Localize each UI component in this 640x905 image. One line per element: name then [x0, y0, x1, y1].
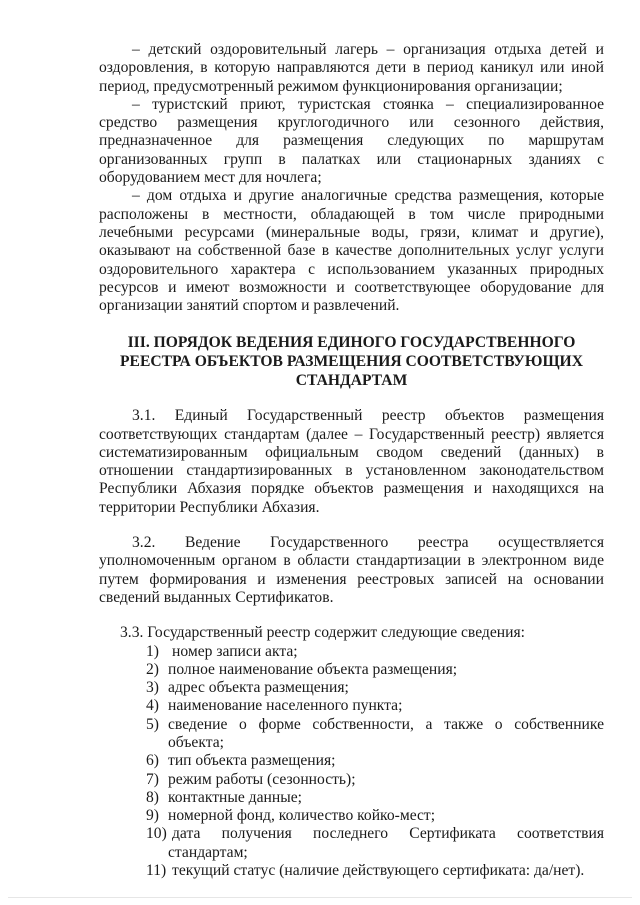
- list-item: 9) номерной фонд, количество койко-мест;: [146, 807, 436, 825]
- list-item: 6) тип объекта размещения;: [146, 752, 336, 770]
- definition-tourist-shelter: – туристский приют, туристская стоянка – специализированное средство размещения круглогодичного или сезонного действия, предназначенное для размещения следующих по маршрутам организованных групп в палатках или стационарных зданиях с оборудованием мест для ночлега;: [99, 95, 604, 187]
- list-item: 8) контактные данные;: [146, 788, 302, 806]
- list-item: 10) дата получения последнего Сертификата соответствия стандартам;: [146, 825, 604, 861]
- list-item: 11) текущий статус (наличие действующего сертификата: да/нет).: [146, 862, 585, 880]
- spacer: [99, 517, 604, 534]
- definition-rest-house: – дом отдыха и другие аналогичные средства размещения, которые расположены в местности, обладающей в том числе природными лечебными ресурсами (минеральные воды, грязи, климат и другие), оказывают на собственной базе в качестве дополнительных услуг услуги оздоровительного характера с использованием указанных природных ресурсов и имеют возможности и соответствующее оборудование для организации занятий спортом и развлечений.: [99, 187, 604, 315]
- registry-fields-list: [99, 643, 604, 881]
- list-item: 5) сведение о форме собственности, а также о собственнике объекта;: [146, 715, 604, 751]
- clause-3-1: 3.1. Единый Государственный реестр объектов размещения соответствующих стандартам (далее – Государственный реестр) является систематизированным официальным сводом сведений (данных) в отношении стандартизированных в установленном законодательством Республики Абхазия порядке объектов размещения и находящихся на территории Республики Абхазия.: [99, 407, 604, 516]
- list-item: 3) адрес объекта размещения;: [146, 679, 349, 697]
- clause-3-3-intro: 3.3. Государственный реестр содержит следующие сведения:: [120, 624, 525, 642]
- definition-childrens-camp: – детский оздоровительный лагерь – организация отдыха детей и оздоровления, в которую направляются дети в период каникул или иной период, предусмотренный режимом функционирования организации;: [99, 41, 604, 95]
- scan-edge-line: [8, 897, 632, 898]
- document-page: [99, 41, 604, 880]
- section-heading: III. ПОРЯДОК ВЕДЕНИЯ ЕДИНОГО ГОСУДАРСТВЕННОГО РЕЕСТРА ОБЪЕКТОВ РАЗМЕЩЕНИЯ СООТВЕТСТВУЮЩИХ СТАНДАРТАМ: [120, 334, 583, 389]
- list-item: 7) режим работы (сезонность);: [146, 770, 356, 788]
- list-item: 4) наименование населенного пункта;: [146, 697, 403, 715]
- list-item: 1) номер записи акта;: [146, 642, 298, 660]
- list-item: 2) полное наименование объекта размещения;: [146, 660, 458, 678]
- clause-3-2: 3.2. Ведение Государственного реестра осуществляется уполномоченным органом в области стандартизации в электронном виде путем формирования и изменения реестровых записей на основании сведений выданных Сертификатов.: [99, 534, 604, 606]
- spacer: [99, 607, 604, 624]
